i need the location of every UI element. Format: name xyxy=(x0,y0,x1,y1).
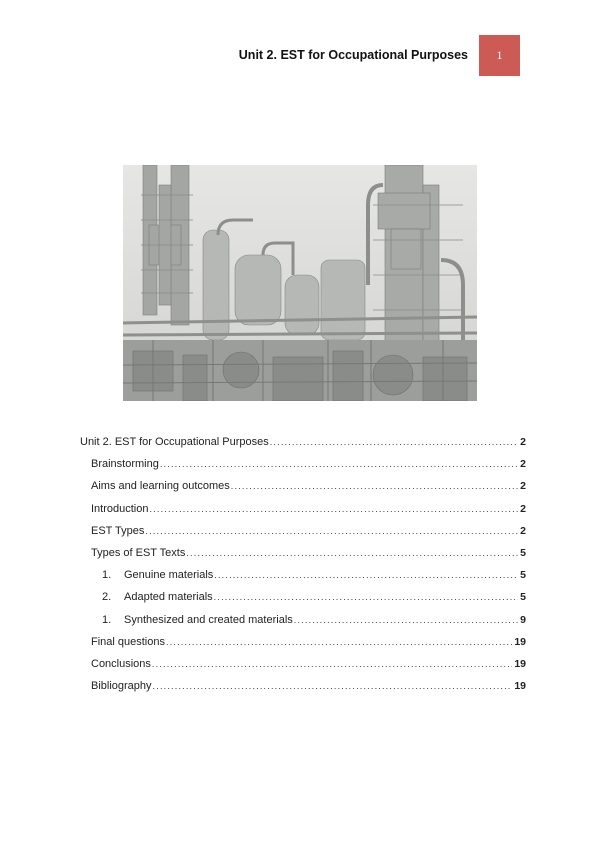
toc-entry-title: Genuine materials xyxy=(124,569,214,582)
toc-entry-title-wrap xyxy=(102,591,213,603)
toc-dot-leader xyxy=(231,481,518,491)
toc-entry-page: 19 xyxy=(514,680,526,693)
toc-entry-title-wrap xyxy=(91,547,185,559)
toc-entry[interactable] xyxy=(80,480,526,502)
toc-entry-page: 2 xyxy=(520,524,526,537)
toc-entry[interactable] xyxy=(80,525,526,547)
toc-entry-title-wrap xyxy=(91,480,230,492)
toc-entry-number: 1. xyxy=(102,613,112,626)
toc-dot-leader xyxy=(149,504,518,514)
toc-dot-leader xyxy=(145,526,518,536)
toc-entry-page: 2 xyxy=(520,502,526,515)
toc-entry-page: 5 xyxy=(520,569,526,582)
toc-dot-leader xyxy=(214,592,518,602)
toc-entry-page: 2 xyxy=(520,480,526,493)
toc-entry-page: 5 xyxy=(520,591,526,604)
toc-entry[interactable] xyxy=(80,436,526,458)
toc-entry-page: 2 xyxy=(520,458,526,471)
toc-entry[interactable] xyxy=(80,658,526,680)
toc-entry-title-wrap xyxy=(102,569,213,581)
toc-dot-leader xyxy=(153,681,513,691)
toc-entry-title-wrap xyxy=(91,525,144,537)
toc-entry-title: Unit 2. EST for Occupational Purposes xyxy=(80,436,269,448)
toc-entry-title: Synthesized and created materials xyxy=(124,613,293,626)
toc-entry-page: 9 xyxy=(520,613,526,626)
running-header-title: Unit 2. EST for Occupational Purposes xyxy=(238,48,468,62)
table-of-contents xyxy=(80,436,526,702)
toc-entry[interactable] xyxy=(80,458,526,480)
toc-dot-leader xyxy=(214,570,518,580)
toc-entry-title: Final questions xyxy=(91,635,165,648)
toc-dot-leader xyxy=(160,459,518,469)
toc-entry-title-wrap xyxy=(91,680,152,692)
toc-entry-page: 2 xyxy=(520,436,526,448)
toc-dot-leader xyxy=(152,659,512,669)
toc-entry-title-wrap xyxy=(91,458,159,470)
toc-dot-leader xyxy=(270,437,518,447)
toc-entry-title: Introduction xyxy=(91,502,149,515)
toc-entry[interactable] xyxy=(80,591,526,613)
toc-entry-title-wrap xyxy=(91,636,165,648)
toc-entry-title-wrap xyxy=(102,614,293,626)
toc-entry-title-wrap xyxy=(80,436,269,448)
page-number-box xyxy=(479,35,520,76)
toc-entry[interactable] xyxy=(80,680,526,702)
refinery-photo xyxy=(123,165,477,401)
toc-entry[interactable] xyxy=(80,569,526,591)
toc-dot-leader xyxy=(166,637,512,647)
toc-entry-page: 19 xyxy=(514,635,526,648)
toc-entry-title-wrap xyxy=(91,658,151,670)
toc-entry-page: 19 xyxy=(514,657,526,670)
toc-dot-leader xyxy=(294,615,518,625)
toc-entry-number: 2. xyxy=(102,591,112,604)
toc-entry-title-wrap xyxy=(91,503,148,515)
toc-entry[interactable] xyxy=(80,636,526,658)
toc-entry-title: Conclusions xyxy=(91,657,151,670)
page-number: 1 xyxy=(496,48,503,62)
toc-entry-title: Aims and learning outcomes xyxy=(91,480,230,493)
toc-entry-title: Brainstorming xyxy=(91,458,159,471)
toc-entry-title: Adapted materials xyxy=(124,591,213,604)
toc-entry[interactable] xyxy=(80,614,526,636)
toc-entry[interactable] xyxy=(80,547,526,569)
toc-dot-leader xyxy=(186,548,518,558)
toc-entry[interactable] xyxy=(80,503,526,525)
toc-entry-title: Types of EST Texts xyxy=(91,546,186,559)
toc-entry-title: Bibliography xyxy=(91,680,152,693)
toc-entry-page: 5 xyxy=(520,546,526,559)
toc-entry-title: EST Types xyxy=(91,524,145,537)
toc-entry-number: 1. xyxy=(102,569,112,582)
